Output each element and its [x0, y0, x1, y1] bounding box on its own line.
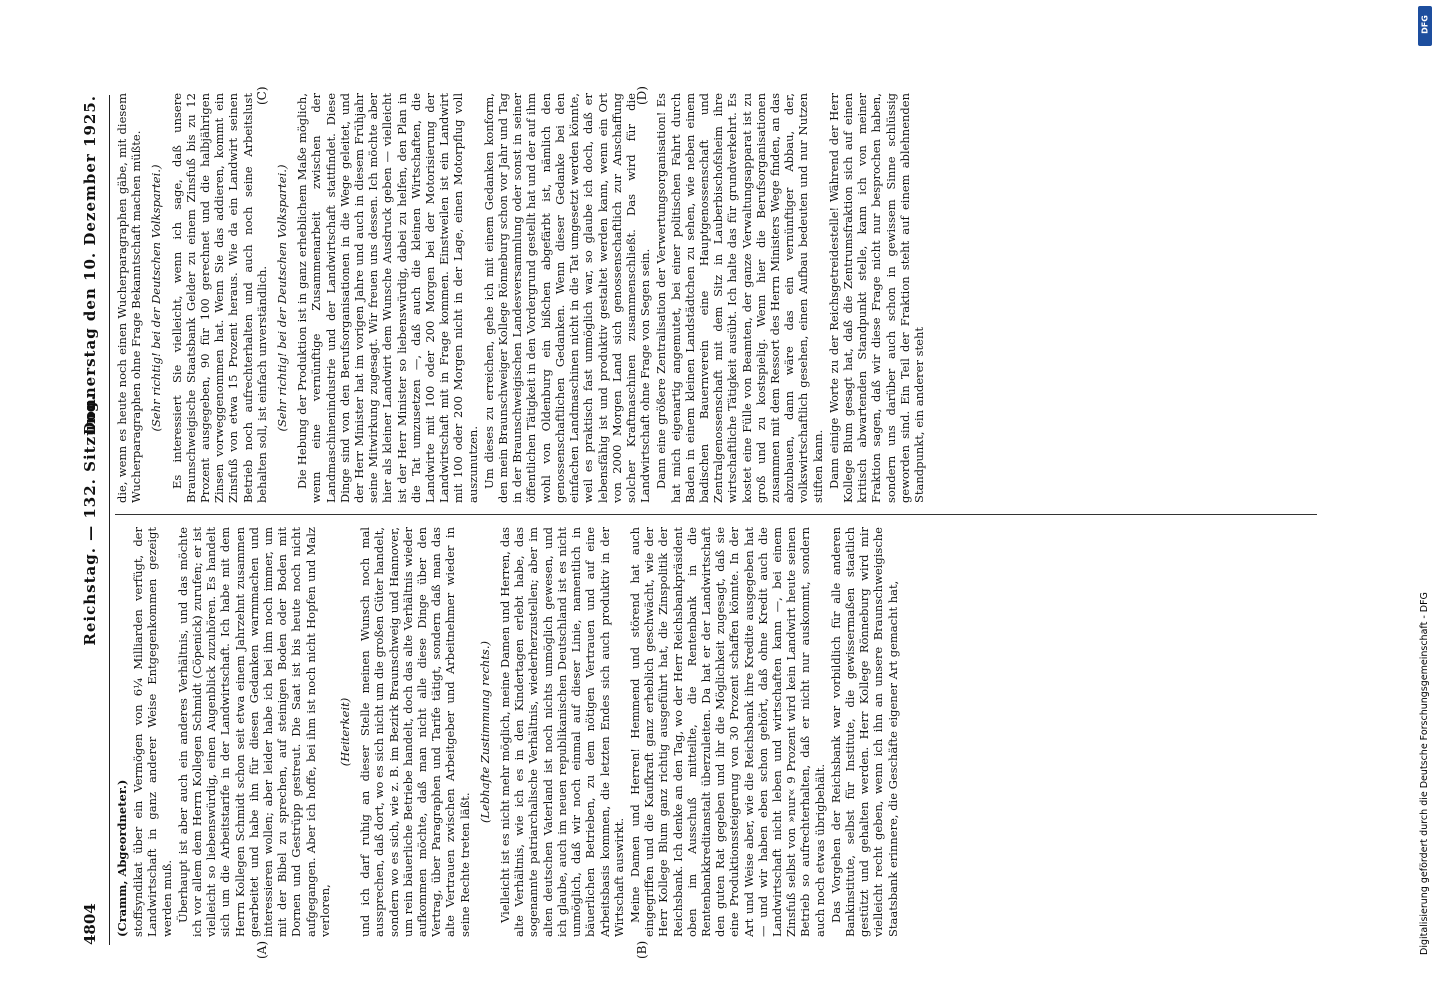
page-number: 4804	[81, 903, 99, 945]
speaker-label: (Cramm, Abgeordneter.)	[115, 779, 129, 937]
paragraph: die, wenn es heute noch einen Wucherparagraphen gäbe, mit diesem Wucherparagraphen ohne Frage Bekanntschaft machen müßte.	[115, 93, 144, 503]
interjection: (Sehr richtig! bei der Deutschen Volkspartei.)	[149, 164, 164, 432]
digitization-credit: Digitalisierung gefördert durch die Deutsche Forschungsgemeinschaft - DFG	[1419, 592, 1430, 955]
right-text-column	[115, 93, 1317, 503]
session-date: Donnerstag den 10. Dezember 1925.	[81, 95, 99, 436]
column-divider	[115, 514, 1317, 515]
paragraph: Überhaupt ist aber auch ein anderes Verhältnis, und das möchte ich vor allem dem Herrn Kollegen Schmidt (Cöpenick) zurufen; er ist vielleicht so liebenswürdig, einen Augenblick zuzuhören. Es handelt sich um die Arbeitstarife in der Landwirtschaft. Ich habe mit dem Herrn Kollegen Schmidt schon seit etwa einem Jahrzehnt zusammen gearbeitet und habe ihn für diesen Gedanken warmmachen und interessieren wollen; aber leider habe ich bei ihm noch immer, um mit der Bibel zu sprechen, auf steinigen Boden oder Boden mit Dornen und Gestrüpp gestreut. Die Saat ist bis heute noch nicht aufgegangen. Aber ich hoffe, bei ihm ist noch nicht Hopfen und Malz verloren,	[175, 527, 332, 937]
paragraph: Dann eine größere Zentralisation der Verwertungsorganisation! Es hat mich eigenartig angemutet, bei einer politischen Fahrt durch Baden in einem kleinen Landstädtchen zu sehen, wie neben einem badischen Bauernverein eine Hauptgenossenschaft und Zentralgenossenschaft mit dem Sitz in Lauberbischofsheim ihre wirtschaftliche Tätigkeit ausübt. Ich halte das für grundverkehrt. Es kostet eine Fülle von Beamten, der ganze Verwaltungsapparat ist zu groß und zu kostspielig. Wenn hier die Berufsorganisationen zusammen mit dem Ressort des Herrn Ministers Wege finden, an das abzubauen, dann wäre das ein vernünftiger Abbau, der, volkswirtschaftlich gesehen, einen Aufbau bedeuten und nur Nutzen stiften kann.	[654, 93, 825, 503]
margin-marker-c: (C)	[255, 86, 269, 105]
left-text-column	[115, 527, 1317, 937]
paragraph: Die Hebung der Produktion ist in ganz erheblichem Maße möglich, wenn eine vernünftige Zusammenarbeit zwischen der Landmaschinenindustrie und der Landwirtschaft stattfindet. Diese Dinge sind von den Berufsorganisationen in die Wege geleitet, und der Herr Minister hat im vorigen Jahre und auch in diesem Frühjahr seine Mitwirkung zugesagt. Wir freuen uns dessen. Ich möchte aber hier als kleiner Landwirt dem Wunsche Ausdruck geben — vielleicht ist der Herr Minister so liebenswürdig, dabei zu helfen, den Plan in die Tat umzusetzen —, daß auch die kleinen Wirtschaften, die Landwirte mit 100 oder 200 Morgen bei der Motorisierung der Landwirtschaft mit in Frage kommen. Einstweilen ist ein Landwirt mit 100 oder 200 Morgen nicht in der Lage, einen Motorpflug voll auszunutzen.	[295, 93, 480, 503]
interjection: (Lebhafte Zustimmung rechts.)	[477, 641, 492, 823]
page-header	[75, 95, 110, 945]
paragraph: Dann einige Worte zu der Reichsgetreidestelle! Während der Herr Kollege Blum gesagt hat, daß die Zentrumsfraktion sich auf einen kritisch abwartenden Standpunkt stelle, kann ich von meiner Fraktion sagen, daß wir diese Frage nicht nur besprochen haben, sondern uns darüber auch schon in gewissem Sinne schlüssig geworden sind. Ein Teil der Fraktion steht auf einem ablehnenden Standpunkt, ein anderer steht	[826, 93, 926, 503]
paragraph: Vielleicht ist es nicht mehr möglich, meine Damen und Herren, das alte Verhältnis, wie ich es in den Kindertagen erlebt habe, das sogenannte patriarchalische Verhältnis, wiederherzustellen; aber im alten deutschen Vaterland ist noch nichts unmöglich gewesen, und ich glaube, auch im neuen republikanischen Deutschland ist es nicht unmöglich, daß wir noch einmal auf dieser Linie, namentlich in bäuerlichen Betrieben, zu dem nötigen Vertrauen und auf eine Arbeitsbasis kommen, die letzten Endes sich auch produktiv in der Wirtschaft auswirkt.	[498, 527, 626, 937]
paragraph: Meine Damen und Herren! Hemmend und störend hat auch eingegriffen und die Kaufkraft ganz erheblich geschwächt, wie der Herr Kollege Blum ganz richtig ausgeführt hat, die Zinspolitik der Reichsbank. Ich denke an den Tag, wo der Herr Reichsbankpräsident oben im Ausschuß mitteilte, die Rentenbank in die Rentenbankkreditanstalt überzuleiten. Da hat er der Landwirtschaft den guten Rat gegeben und ihr die Möglichkeit zugesagt, daß sie eine Produktionssteigerung von 30 Prozent schaffen könnte. In der Art und Weise aber, wie die Reichsbank ihre Kredite ausgegeben hat — und wir haben eben schon gehört, daß ohne Kredit auch die Landwirtschaft nicht leben und wirtschaften kann —, bei einem Zinsfuß selbst von »nur« 9 Prozent wird kein Landwirt heute seinen Betrieb so aufrechterhalten, daß er nicht nur auskommt, sondern auch noch etwas übrigbehält.	[627, 527, 827, 937]
paragraph: und ich darf ruhig an dieser Stelle meinen Wunsch noch mal aussprechen, daß dort, wo es sich nicht um die großen Güter handelt, sondern wo es sich, wie z. B. im Bezirk Braunschweig und Hannover, um rein bäuerliche Betriebe handelt, doch das alte Verhältnis wieder aufkommen möchte, daß man nicht alle diese Dinge über den Vertrag, über Paragraphen und Tarife tätigt, sondern daß man das alte Vertrauen zwischen Arbeitgeber und Arbeitnehmer wieder in seine Rechte treten läßt.	[358, 527, 472, 937]
rotated-document-page	[75, 85, 1325, 959]
paragraph: Es interessiert Sie vielleicht, wenn ich sage, daß unsere Braunschweigische Staatsbank Gelder zu einem Zinsfuß bis zu 12 Prozent ausgegeben, 90 für 100 gerechnet und die halbjährigen Zinsen vorweggenommen hat. Wenn Sie das addieren, kommt ein Zinsfuß von etwa 15 Prozent heraus. Wie da ein Landwirt seinen Betrieb noch aufrechterhalten und auch noch seine Arbeitslust behalten soll, ist einfach unverständlich.	[169, 93, 269, 503]
dfg-logo-text: DFG	[1420, 15, 1430, 34]
interjection: (Heiterkeit)	[338, 697, 353, 767]
paragraph: stoffsyndikat über ein Vermögen von 6¼ Milliarden verfügt, der Landwirtschaft in ganz anderer Weise Entgegenkommen gezeigt werden muß.	[131, 527, 174, 937]
interjection: (Sehr richtig! bei der Deutschen Volkspartei.)	[275, 164, 290, 432]
margin-marker-d: (D)	[635, 86, 649, 105]
paragraph: Um dieses zu erreichen, gehe ich mit einem Gedanken konform, den mein Braunschweiger Kollege Rönneburg schon vor Jahr und Tag in der Braunschweigischen Landesversammlung oder sonst in seiner öffentlichen Tätigkeit in den Vordergrund gestellt hat und der auf ihm wohl von Oldenburg ein bißchen abgefärbt ist, nämlich den genossenschaftlichen Gedanken. Wenn dieser Gedanke bei den einfachen Landmaschinen nicht in die Tat umgesetzt werden könnte, weil es praktisch fast unmöglich war, so glaube ich doch, daß er lebensfähig ist und produktiv gestaltet werden kann, wenn ein Ort von 2000 Morgen Land sich genossenschaftlich zur Anschaffung solcher Kraftmaschinen zusammenschließt. Das wird für die Landwirtschaft ohne Frage von Segen sein.	[481, 93, 653, 503]
paragraph: Das Vorgehen der Reichsbank war vorbildlich für alle anderen Bankinstitute, selbst für Institute, die gewissermaßen staatlich gestützt und gehalten werden. Herr Kollege Rönneburg wird mir vielleicht recht geben, wenn ich ihn an unsere Braunschweigische Staatsbank erinnere, die Geschäfte eigener Art gemacht hat,	[828, 527, 900, 937]
session-title: Reichstag. — 132. Sitzung.	[81, 394, 99, 646]
margin-marker-a: (A)	[255, 940, 269, 959]
margin-marker-b: (B)	[635, 940, 649, 959]
